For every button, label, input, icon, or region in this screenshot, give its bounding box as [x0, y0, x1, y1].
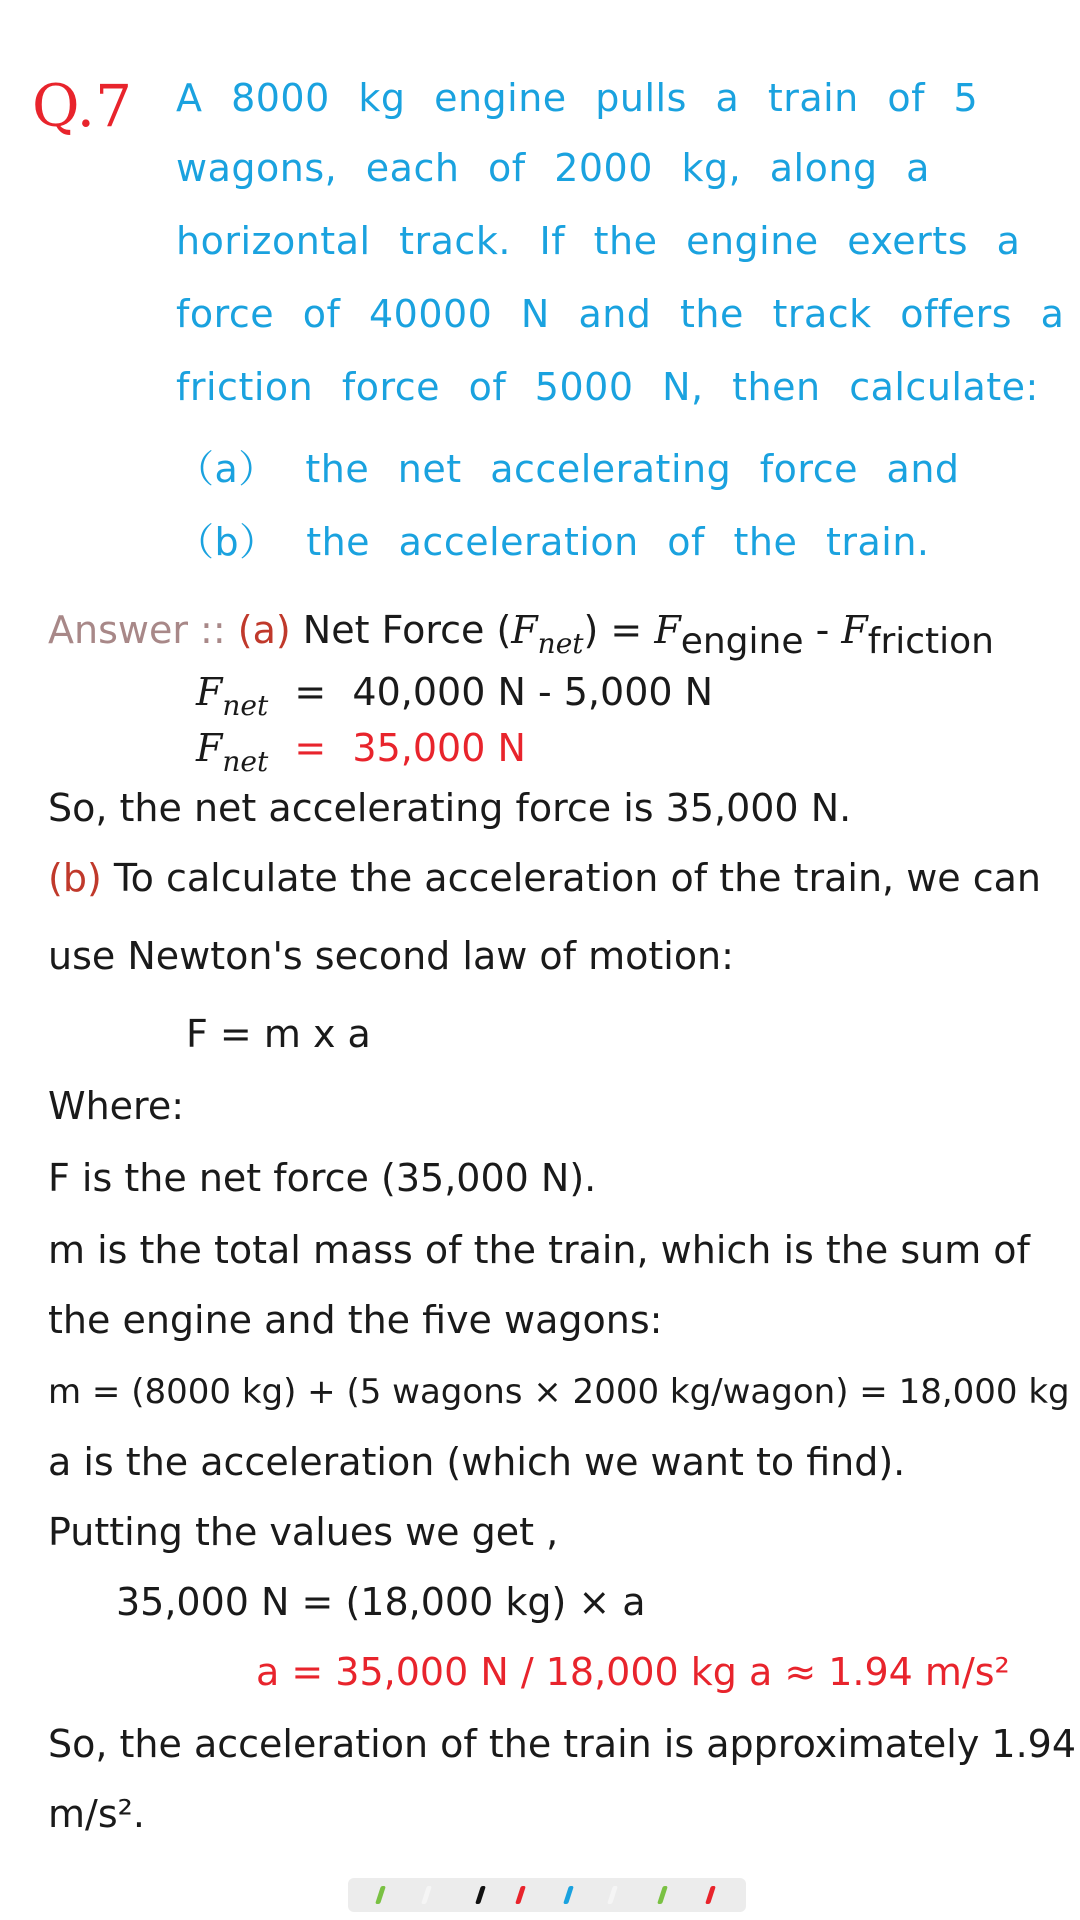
part-b-line-2: use Newton's second law of motion:: [48, 934, 734, 978]
substituted-equation: 35,000 N = (18,000 kg) × a: [116, 1580, 646, 1624]
answer-label: Answer ::: [48, 608, 226, 652]
part-a-tag: (a): [237, 608, 291, 652]
part-b-intro: [48, 856, 1041, 900]
definition-m-line-2: the engine and the five wagons:: [48, 1298, 663, 1342]
f-symbol: F: [196, 670, 223, 714]
acceleration-result: a = 35,000 N / 18,000 kg a ≈ 1.94 m/s²: [256, 1650, 1010, 1694]
pen-toolbar: [348, 1878, 746, 1912]
question-option-b: （b） the acceleration of the train.: [176, 520, 930, 564]
minus-sign: -: [803, 608, 842, 652]
f-symbol: F: [841, 608, 868, 652]
summary-part-a: So, the net accelerating force is 35,000 N.: [48, 786, 852, 830]
equals-sign: =: [294, 726, 327, 770]
mass-equation: m = (8000 kg) + (5 wagons × 2000 kg/wagon) = 18,000 kg: [48, 1372, 1070, 1412]
net-force-definition: [48, 608, 994, 662]
net-force-equation-1: [196, 670, 714, 722]
f-symbol: F: [654, 608, 681, 652]
net-force-text: Net Force (: [302, 608, 512, 652]
question-line-4: force of 40000 N and the track offers a: [176, 292, 1065, 336]
question-line-2: wagons, each of 2000 kg, along a: [176, 146, 930, 190]
part-b-line-1: To calculate the acceleration of the train, we can: [101, 856, 1042, 900]
red-pen-icon[interactable]: [515, 1886, 526, 1904]
question-line-3: horizontal track. If the engine exerts a: [176, 219, 1021, 263]
definition-a: a is the acceleration (which we want to find).: [48, 1440, 906, 1484]
white-pen-icon[interactable]: [607, 1886, 618, 1904]
green-pen-icon[interactable]: [657, 1886, 668, 1904]
question-line-5: friction force of 5000 N, then calculate:: [176, 365, 1039, 409]
where-label: Where:: [48, 1084, 185, 1128]
question-option-a: （a） the net accelerating force and: [176, 447, 960, 491]
black-pen-icon[interactable]: [475, 1886, 486, 1904]
net-subscript: net: [222, 689, 269, 722]
equals-text: ) =: [583, 608, 655, 652]
white-pen-icon[interactable]: [421, 1886, 432, 1904]
blue-pen-icon[interactable]: [563, 1886, 574, 1904]
final-line-1: So, the acceleration of the train is approximately 1.94: [48, 1722, 1077, 1766]
definition-m-line-1: m is the total mass of the train, which is the sum of: [48, 1228, 1030, 1272]
part-b-tag: (b): [48, 856, 102, 900]
newton-formula: F = m x a: [186, 1012, 371, 1056]
definition-f: F is the net force (35,000 N).: [48, 1156, 597, 1200]
putting-values: Putting the values we get ,: [48, 1510, 559, 1554]
friction-subscript: friction: [867, 621, 994, 662]
green-pen-icon[interactable]: [375, 1886, 386, 1904]
net-force-result: 35,000 N: [352, 726, 526, 770]
final-line-2: m/s².: [48, 1792, 145, 1836]
f-symbol: F: [511, 608, 538, 652]
red-pen-icon[interactable]: [705, 1886, 716, 1904]
question-number: Q.7: [32, 72, 132, 140]
net-force-equation-2: [196, 726, 526, 778]
net-subscript: net: [537, 627, 584, 660]
equals-sign: =: [294, 670, 327, 714]
net-subscript: net: [222, 745, 269, 778]
question-line-1: A 8000 kg engine pulls a train of 5: [176, 76, 979, 120]
engine-subscript: engine: [680, 621, 804, 662]
f-symbol: F: [196, 726, 223, 770]
equation-1-rhs: 40,000 N - 5,000 N: [352, 670, 714, 714]
